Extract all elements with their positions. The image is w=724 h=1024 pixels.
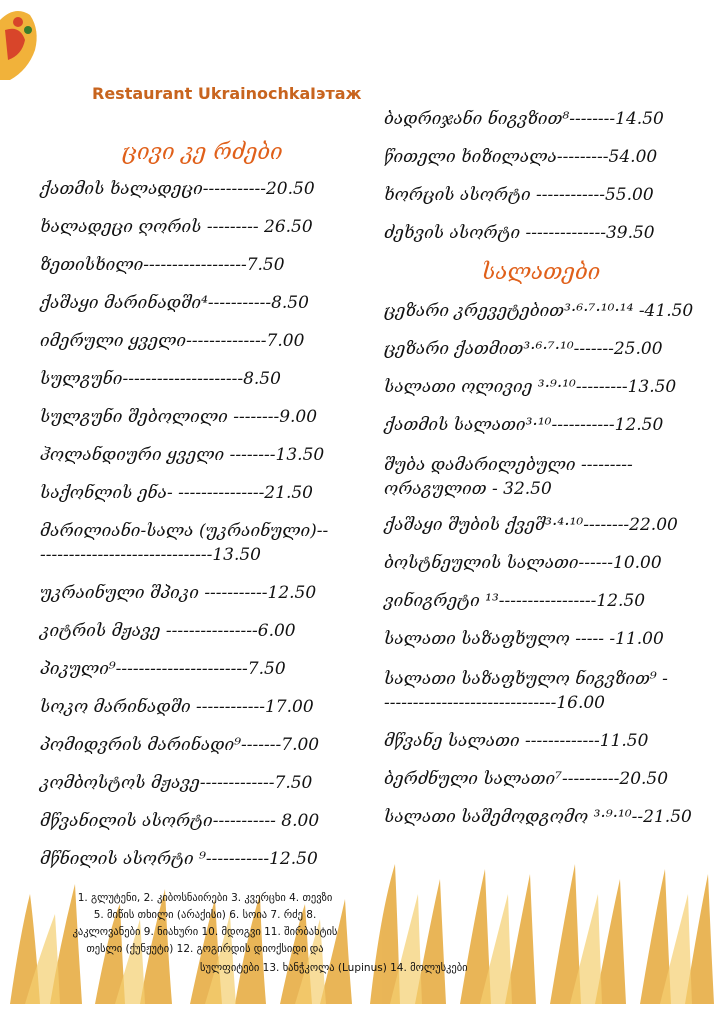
menu-item: ზეთისხილი------------------7.50 <box>40 255 285 275</box>
allergen-line: 5. მიწის თხილი (არაქისი) 6. სოია 7. რძე 8. <box>93 909 317 921</box>
allergen-line: 1. გლუტენი, 2. კიბოსნაირები 3. კვერცხი 4. თევზი <box>77 892 333 904</box>
section-title-cold-dishes: ცივი კე რძები <box>122 140 283 165</box>
decorative-figure-icon <box>0 0 60 90</box>
menu-item: ბოსტნეულის სალათი------10.00 <box>384 553 662 573</box>
allergen-line: კაკლოვანები 9. ნიახური 10. მდოგვი 11. შირბახტის <box>72 926 338 938</box>
menu-item: სალათი საშემოდგომო ³·⁹·¹⁰--21.50 <box>384 807 692 827</box>
menu-item: ხალადეცი ღორის --------- 26.50 <box>40 217 313 237</box>
allergen-line: თესლი (ქუნჟუტი) 12. გოგირდის დიოქსიდი და <box>86 943 324 955</box>
menu-item: სოკო მარინადში ------------17.00 <box>40 697 314 717</box>
menu-item: მწვანე სალათი -------------11.50 <box>384 731 649 751</box>
menu-item: მარილიანი-სალა (უკრაინული)-- <box>40 521 329 541</box>
wheat-right-icon <box>360 854 724 1004</box>
menu-item: წითელი ხიზილალა---------54.00 <box>384 147 658 167</box>
menu-item: ბადრიჯანი ნიგვზით⁸--------14.50 <box>384 109 664 129</box>
menu-item: პომიდვრის მარინადი⁹-------7.00 <box>40 735 320 755</box>
menu-item: სალათი საზაფხულო ----- -11.00 <box>384 629 664 649</box>
menu-item: პიკული⁹-----------------------7.50 <box>40 659 286 679</box>
menu-item: კომბოსტოს მჟავე-------------7.50 <box>40 773 313 793</box>
menu-item: ცეზარი ქათმით³·⁶·⁷·¹⁰-------25.00 <box>384 339 663 359</box>
menu-item: ძეხვის ასორტი --------------39.50 <box>384 223 655 243</box>
menu-item: ------------------------------16.00 <box>384 693 605 713</box>
menu-item: ორაგულით - 32.50 <box>384 479 552 499</box>
menu-item: ჰოლანდიური ყველი --------13.50 <box>40 445 325 465</box>
menu-item: სალათი საზაფხულო ნიგვზით⁹ - <box>384 669 668 689</box>
menu-item: ქაშაყი შუბის ქვეშ³·⁴·¹⁰--------22.00 <box>384 515 678 535</box>
section-title-salads: სალათები <box>482 260 601 285</box>
menu-item: შუბა დამარილებული --------- <box>384 455 633 475</box>
menu-item: მწნილის ასორტი ⁹-----------12.50 <box>40 849 318 869</box>
menu-item: საქონლის ენა- ---------------21.50 <box>40 483 313 503</box>
menu-item: უკრაინული შპიკი -----------12.50 <box>40 583 317 603</box>
restaurant-name: Restaurant Ukrainochka <box>92 84 311 103</box>
menu-item: ქათმის ხალადეცი-----------20.50 <box>40 179 315 199</box>
menu-item: სალათი ოლივიე ³·⁹·¹⁰---------13.50 <box>384 377 677 397</box>
menu-item: ვინიგრეტი ¹³-----------------12.50 <box>384 591 646 611</box>
floor-label: Iэтаж <box>310 84 362 103</box>
menu-item: კიტრის მჟავე ----------------6.00 <box>40 621 296 641</box>
menu-item: ------------------------------13.50 <box>40 545 261 565</box>
menu-item: სულგუნი---------------------8.50 <box>40 369 281 389</box>
menu-item: ხორცის ასორტი ------------55.00 <box>384 185 654 205</box>
menu-item: მწვანილის ასორტი----------- 8.00 <box>40 811 320 831</box>
menu-item: ქაშაყი მარინადში⁴-----------8.50 <box>40 293 309 313</box>
menu-item: იმერული ყველი--------------7.00 <box>40 331 305 351</box>
menu-item: ბერძნული სალათი⁷----------20.50 <box>384 769 669 789</box>
allergen-legend <box>40 890 370 958</box>
allergen-line: სულფიტები 13. ხანჭკოლა (Lupinus) 14. მოლუსკები <box>200 962 468 974</box>
menu-item: ქათმის სალათი³·¹⁰-----------12.50 <box>384 415 664 435</box>
menu-item: ცეზარი კრევეტებით³·⁶·⁷·¹⁰·¹⁴ -41.50 <box>384 301 694 321</box>
menu-item: სულგუნი შებოლილი --------9.00 <box>40 407 318 427</box>
